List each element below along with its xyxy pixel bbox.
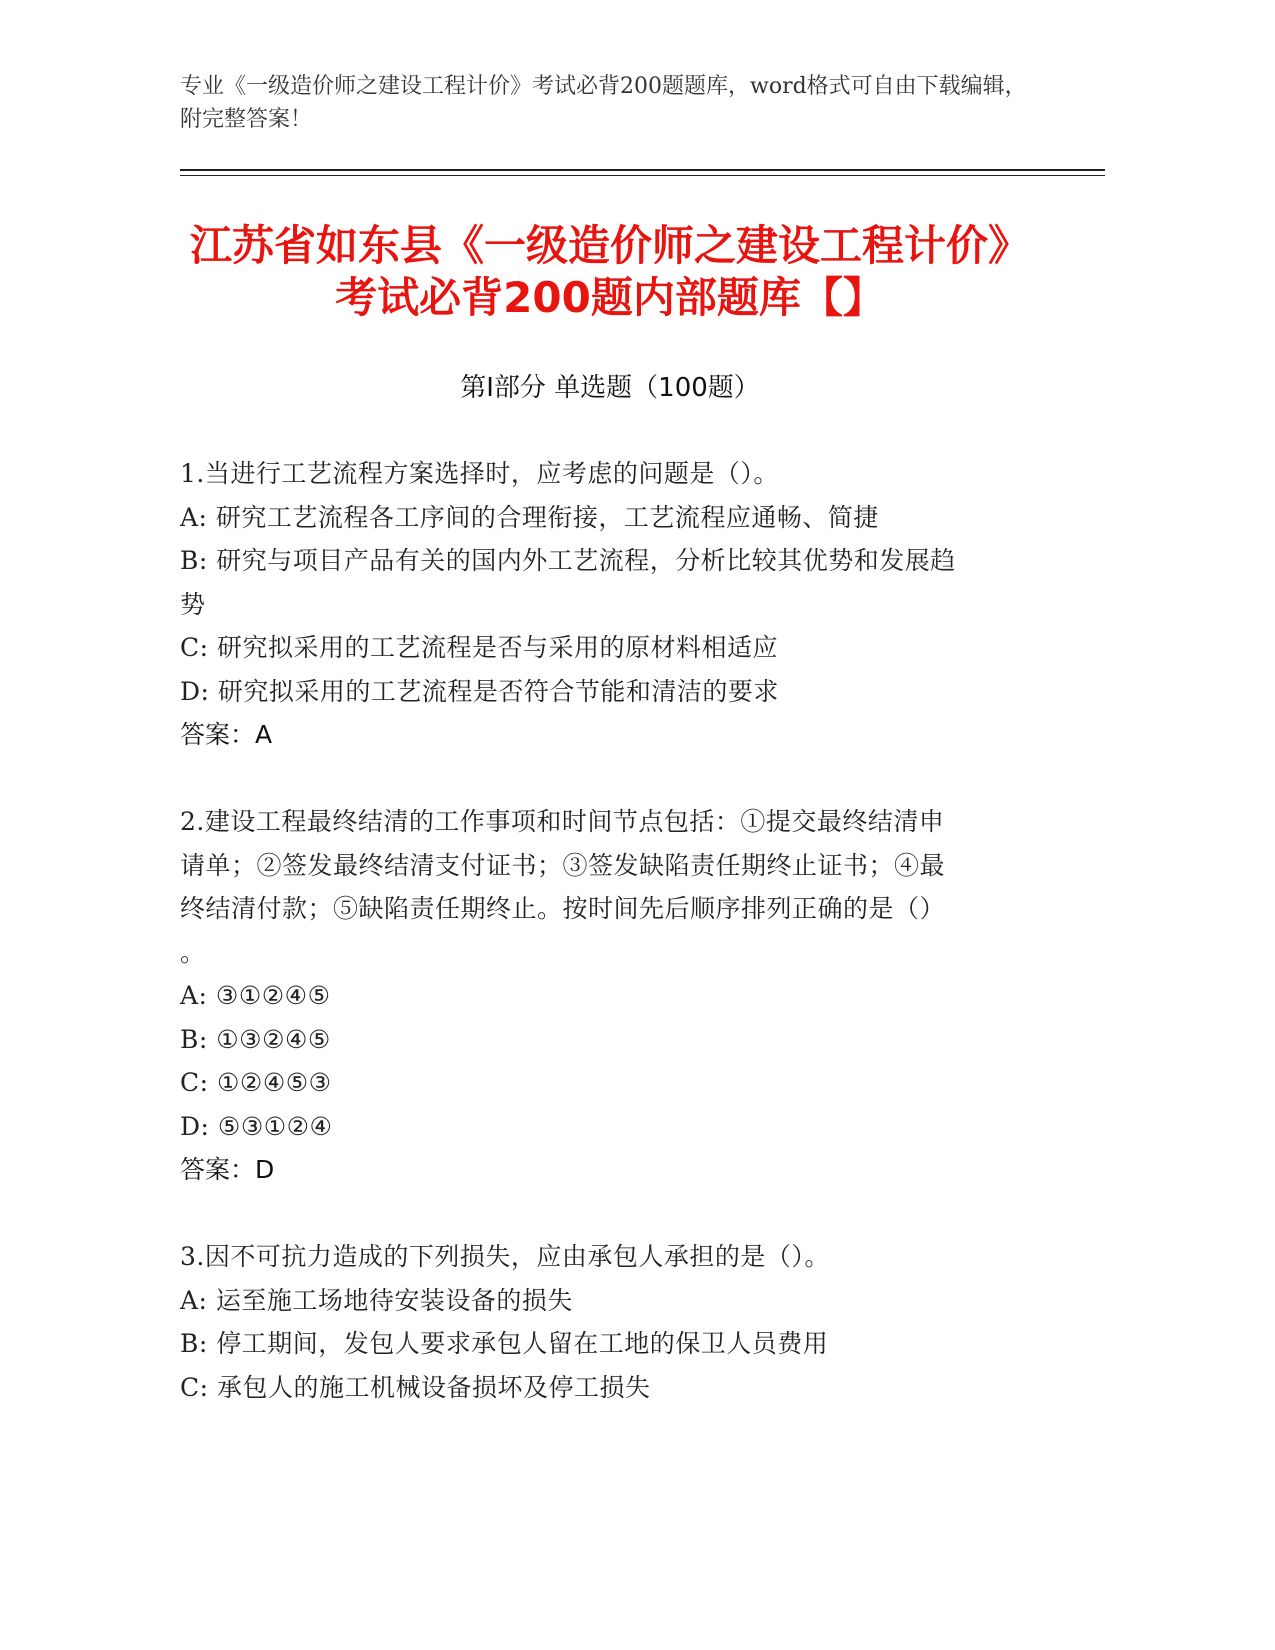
header-divider-thick [180, 169, 1105, 171]
option-a: A: ③①②④⑤ [180, 981, 331, 1010]
question-stem-line: 3.因不可抗力造成的下列损失，应由承包人承担的是（）。 [180, 1242, 830, 1271]
option-b: B: 研究与项目产品有关的国内外工艺流程，分析比较其优势和发展趋 [180, 546, 956, 575]
question-stem-line: 终结清付款；⑤缺陷责任期终止。按时间先后顺序排列正确的是（） [180, 894, 946, 923]
option-d: D: 研究拟采用的工艺流程是否符合节能和清洁的要求 [180, 676, 779, 706]
option-b-continued: 势 [180, 589, 206, 619]
question-stem-line: 1.当进行工艺流程方案选择时，应考虑的问题是（）。 [180, 459, 779, 488]
option-a: A: 研究工艺流程各工序间的合理衔接，工艺流程应通畅、简捷 [180, 502, 879, 532]
question-spacer [180, 1192, 1040, 1236]
question-stem-line: 2.建设工程最终结清的工作事项和时间节点包括：①提交最终结清申 [180, 807, 945, 836]
option-b: B: ①③②④⑤ [180, 1024, 331, 1054]
option-b: B: 停工期间，发包人要求承包人留在工地的保卫人员费用 [180, 1329, 829, 1358]
option-c: C: 研究拟采用的工艺流程是否与采用的原材料相适应 [180, 633, 779, 662]
question-stem-line: 。 [180, 937, 206, 967]
question-list [180, 452, 1040, 1409]
question-stem-line: 请单；②签发最终结清支付证书；③签发缺陷责任期终止证书；④最 [180, 850, 946, 880]
question-3 [180, 1235, 1040, 1409]
header-divider-thin [180, 175, 1105, 176]
header-note: 专业《一级造价师之建设工程计价》考试必背200题题库，word格式可自由下载编辑，附完整答案！ [180, 74, 1027, 132]
question-spacer [180, 757, 1040, 801]
option-c: C: 承包人的施工机械设备损坏及停工损失 [180, 1372, 651, 1402]
question-1 [180, 452, 1040, 757]
option-d: D: ⑤③①②④ [180, 1111, 333, 1141]
document-title: 江苏省如东县《一级造价师之建设工程计价》考试必背200题内部题库【】 [189, 221, 1030, 322]
question-2 [180, 800, 1040, 1192]
option-c: C: ①②④⑤③ [180, 1068, 332, 1097]
section-heading: 第I部分 单选题（100题） [460, 373, 760, 403]
option-a: A: 运至施工场地待安装设备的损失 [180, 1285, 573, 1315]
answer-line: 答案：A [180, 720, 273, 749]
answer-line: 答案：D [180, 1155, 275, 1184]
